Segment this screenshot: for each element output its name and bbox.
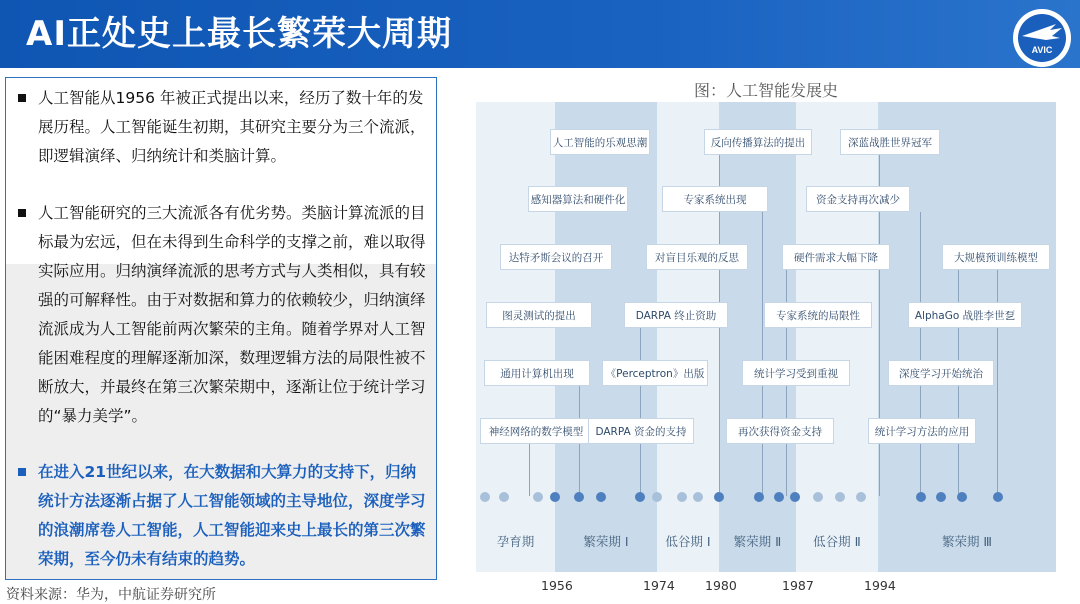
source-note: 资料来源：华为，中航证券研究所: [6, 587, 216, 603]
ai-history-timeline: [476, 102, 1056, 572]
timeline-dot: [835, 492, 845, 502]
paragraph-text: 人工智能从1956 年被正式提出以来，经历了数十年的发展历程。人工智能诞生初期，其研究主要分为三个流派，即逻辑演绎、归纳统计和类脑计算。: [38, 89, 426, 165]
event-deep-blue: 深蓝战胜世界冠军: [840, 129, 940, 155]
period-label: 低谷期 Ⅱ: [813, 534, 861, 549]
event-nn-math-model: 神经网络的数学模型: [480, 418, 592, 444]
paragraph-1: [16, 84, 426, 171]
event-reflection: 对盲目乐观的反思: [646, 244, 748, 270]
timeline-dot: [635, 492, 645, 502]
timeline-dot: [693, 492, 703, 502]
timeline-dot: [550, 492, 560, 502]
logo-text: AVIC: [1031, 45, 1053, 55]
connector-line: [762, 212, 763, 496]
event-general-computer: 通用计算机出现: [484, 360, 590, 386]
event-darpa-stop: DARPA 终止资助: [624, 302, 728, 328]
timeline-dot: [790, 492, 800, 502]
summary-panel: [5, 77, 437, 580]
page-title: AI正处史上最长繁荣大周期: [26, 14, 452, 54]
event-hardware-drop: 硬件需求大幅下降: [782, 244, 890, 270]
event-backprop: 反向传播算法的提出: [704, 129, 812, 155]
period-label: 繁荣期 Ⅱ: [733, 534, 782, 549]
avic-logo-icon: [1010, 6, 1074, 70]
timeline-dot: [596, 492, 606, 502]
paragraph-text: 在进入21世纪以来，在大数据和大算力的支持下，归纳统计方法逐渐占据了人工智能领域的主导地位，深度学习的浪潮席卷人工智能，人工智能迎来史上最长的第三次繁荣期，至今仍未有结束的趋势。: [38, 463, 426, 568]
event-expert-systems: 专家系统出现: [662, 186, 768, 212]
event-funding-again: 再次获得资金支持: [726, 418, 834, 444]
connector-line: [529, 442, 530, 496]
period-label: 繁荣期 Ⅰ: [583, 534, 629, 549]
timeline-dot: [916, 492, 926, 502]
event-perceptron-hw: 感知器算法和硬件化: [528, 186, 628, 212]
event-turing-test: 图灵测试的提出: [486, 302, 592, 328]
timeline-dot: [856, 492, 866, 502]
band-incubation: [476, 102, 555, 572]
event-funding-cut: 资金支持再次减少: [806, 186, 910, 212]
timeline-dot: [499, 492, 509, 502]
connector-line: [640, 320, 641, 496]
connector-line: [997, 262, 998, 496]
timeline-dot: [774, 492, 784, 502]
year-label: 1994: [864, 578, 896, 593]
timeline-dot: [957, 492, 967, 502]
timeline-dot: [652, 492, 662, 502]
timeline-dot: [754, 492, 764, 502]
paragraph-2: [16, 199, 426, 431]
event-expert-limits: 专家系统的局限性: [764, 302, 872, 328]
year-label: 1956: [541, 578, 573, 593]
timeline-dot: [533, 492, 543, 502]
paragraph-3: [16, 458, 426, 574]
timeline-dot: [993, 492, 1003, 502]
header-banner: [0, 0, 1080, 68]
event-optimism: 人工智能的乐观思潮: [550, 129, 650, 155]
timeline-dot: [936, 492, 946, 502]
event-large-pretrained: 大规模预训练模型: [942, 244, 1050, 270]
timeline-dot: [677, 492, 687, 502]
event-perceptron-book: 《Perceptron》出版: [602, 360, 708, 386]
timeline-dot: [714, 492, 724, 502]
year-label: 1974: [643, 578, 675, 593]
timeline-dot: [480, 492, 490, 502]
band-trough-1: [657, 102, 719, 572]
event-darpa-funding: DARPA 资金的支持: [588, 418, 694, 444]
band-boom-3: [878, 102, 1056, 572]
period-label: 繁荣期 Ⅲ: [941, 534, 993, 549]
timeline-dot: [813, 492, 823, 502]
figure-title: 图：人工智能发展史: [693, 81, 838, 100]
year-label: 1987: [782, 578, 814, 593]
period-label: 孕育期: [496, 534, 535, 549]
paragraph-text: 人工智能研究的三大流派各有优劣势。类脑计算流派的目标最为宏远，但在未得到生命科学的支撑之前，难以取得实际应用。归纳演绎流派的思考方式与人类相似，具有较强的可解释性。由于对数据和算力的依赖较少，归纳演绎流派成为人工智能前两次繁荣的主角。随着学界对人工智能困难程度的理解逐渐加深，数理逻辑方法的局限性被不断放大，并最终在第三次繁荣期中，逐渐让位于统计学习的“暴力美学”。: [38, 204, 426, 425]
event-deep-learning: 深度学习开始统治: [888, 360, 994, 386]
connector-line: [920, 212, 921, 496]
bullet-square-icon: [18, 94, 26, 102]
year-label: 1980: [705, 578, 737, 593]
event-stat-learning: 统计学习受到重视: [742, 360, 850, 386]
event-stat-methods: 统计学习方法的应用: [868, 418, 976, 444]
timeline-dot: [574, 492, 584, 502]
bullet-square-icon: [18, 468, 26, 476]
event-alphago: AlphaGo 战胜李世乭: [908, 302, 1022, 328]
event-dartmouth: 达特矛斯会议的召开: [500, 244, 612, 270]
period-label: 低谷期 Ⅰ: [665, 534, 711, 549]
bullet-square-icon: [18, 209, 26, 217]
